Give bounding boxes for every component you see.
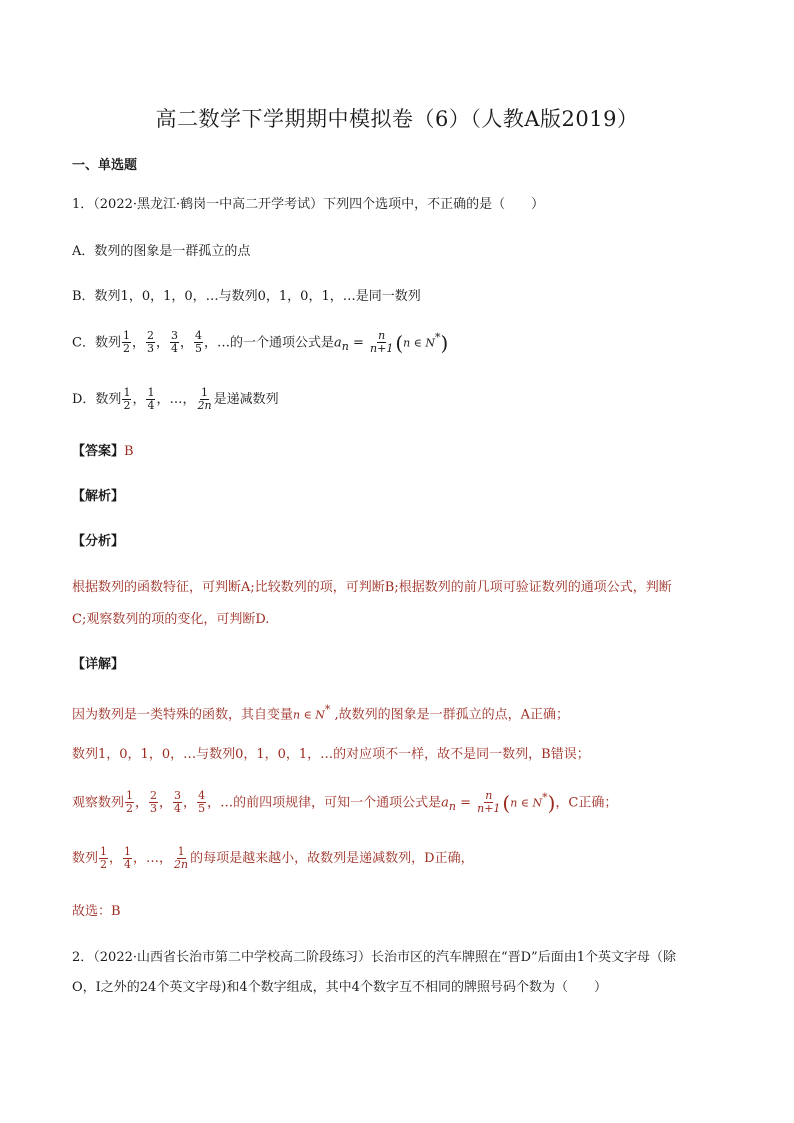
fraction-1-2 [122, 330, 131, 355]
frac-denominator: 4 [174, 802, 182, 816]
separator: ， [179, 335, 193, 351]
fraction-n-over-n-plus-1 [476, 790, 501, 815]
frac-denominator: 2 [100, 858, 108, 871]
section-heading: 一、单选题 [72, 158, 138, 173]
separator: ， [132, 392, 146, 407]
frac-numerator: 3 [170, 329, 178, 343]
detail-3-prefix: 观察数列 [72, 795, 125, 811]
question-1-option-c: C．数列 $\frac{1}{2}$ ， $\frac{2}{3}$ ， $\frac{3}{4}$ ， $\frac{4}{5}$ ，…的一个通项公式是$a_n$ = $\frac{n}{n+1}$ (n ∈ N*) [72, 329, 449, 356]
math-equals: = [455, 795, 476, 811]
detail-line-2: 数列1，0，1，0，…与数列0，1，0，1，…的对应项不一样，故不是同一数列，B错误； [72, 747, 590, 762]
math-a: a [334, 335, 342, 351]
option-d-mid: ，…， [156, 392, 196, 407]
frac-denominator: 2 [126, 802, 134, 816]
page-title: 高二数学下学期期中模拟卷（6）（人教A版2019） [155, 107, 639, 131]
answer-row [72, 444, 134, 460]
separator: ， [135, 795, 149, 811]
analysis-label: 【解析】 [72, 489, 125, 504]
question-1-stem: 1．（2022·黑龙江·鹤岗一中高二开学考试）下列四个选项中，不正确的是（ ） [72, 197, 545, 212]
frac-numerator: 3 [174, 789, 182, 803]
detail-4-mid: ，…， [133, 851, 173, 866]
frac-denominator: 3 [150, 802, 158, 816]
frac-numerator: 1 [147, 386, 155, 399]
answer-value: B [124, 444, 134, 459]
question-1-option-d [72, 387, 279, 412]
fraction-1-2 [125, 790, 134, 815]
frac-numerator: 1 [100, 845, 108, 858]
frac-denominator: 2 [122, 342, 130, 356]
fraction-3-4 [173, 790, 182, 815]
frac-numerator: 1 [177, 845, 185, 858]
frac-numerator: 1 [123, 386, 131, 399]
frac-denominator: 2n [174, 858, 189, 871]
frac-denominator: 3 [146, 342, 154, 356]
fraction-1-2 [122, 387, 131, 412]
detail-4-suffix: 的每项是越来越小，故数列是递减数列，D正确， [190, 851, 474, 866]
detail-line-3: 观察数列 $\frac{1}{2}$ ， $\frac{2}{3}$ ， $\frac{3}{4}$ ， $\frac{4}{5}$ ，…的前四项规律，可知一个通项公式是$a_n$ = $\frac{n}{n+1}$ (n ∈ N*)，C正确； [72, 789, 618, 816]
conclusion: 故选：B [72, 904, 121, 919]
detail-label: 【详解】 [72, 657, 125, 672]
detail-line-4 [72, 846, 474, 871]
separator: ， [109, 851, 123, 866]
math-subscript-n: n [448, 799, 456, 813]
fraction-n-over-n-plus-1 [369, 330, 394, 355]
frac-denominator: 5 [198, 802, 206, 816]
fraction-1-4 [123, 846, 132, 871]
math-domain: n ∈ N [403, 336, 436, 350]
option-c-prefix: C．数列 [72, 335, 121, 351]
detail-4-prefix: 数列 [72, 851, 99, 866]
frac-numerator: 1 [201, 386, 209, 399]
question-1-option-a: A．数列的图象是一群孤立的点 [72, 244, 251, 259]
detail-1-prefix: 因为数列是一类特殊的函数，其自变量 [72, 707, 294, 723]
fenxi-line-1: 根据数列的函数特征，可判断A;比较数列的项，可判断B;根据数列的前几项可验证数列的通项公式，判断 [72, 580, 672, 595]
question-2-line-1: 2．（2022·山西省长治市第二中学校高二阶段练习）长治市区的汽车牌照在“晋D”后面由1个英文字母（除 [72, 950, 676, 965]
option-c-mid: ，…的一个通项公式是 [204, 335, 335, 351]
frac-numerator: 4 [195, 329, 202, 343]
fraction-4-5 [194, 330, 203, 355]
frac-numerator: 4 [198, 789, 206, 803]
math-subscript-n: n [341, 339, 349, 353]
question-1-option-b: B．数列1，0，1，0，…与数列0，1，0，1，…是同一数列 [72, 289, 421, 304]
frac-numerator: 2 [150, 789, 158, 803]
question-2-line-2: O，I之外的24个英文字母)和4个数字组成，其中4个数字互不相同的牌照号码个数为（ ） [72, 980, 607, 995]
option-d-prefix: D．数列 [72, 392, 122, 407]
frac-numerator: 1 [126, 789, 134, 803]
frac-numerator: n [378, 329, 386, 343]
frac-denominator: 4 [170, 342, 178, 356]
frac-denominator: n+1 [370, 342, 394, 356]
detail-3-mid: ，…的前四项规律，可知一个通项公式是 [207, 795, 442, 811]
separator: ， [183, 795, 197, 811]
fraction-1-4 [146, 387, 155, 412]
frac-denominator: 2 [123, 399, 131, 412]
detail-line-1 [72, 702, 569, 723]
math-equals: = [348, 335, 369, 351]
math-domain: n ∈ N [510, 796, 543, 810]
separator: ， [155, 335, 169, 351]
frac-numerator: 1 [124, 845, 132, 858]
detail-3-suffix: ，C正确； [555, 795, 618, 811]
detail-1-suffix: ,故数列的图象是一群孤立的点，A正确； [330, 707, 570, 723]
frac-denominator: n+1 [477, 802, 501, 816]
fraction-2-3 [149, 790, 158, 815]
fraction-1-over-2n [196, 387, 212, 412]
fraction-2-3 [146, 330, 155, 355]
fraction-1-2 [99, 846, 108, 871]
math-n-in-n: n ∈ N [293, 708, 325, 722]
fenxi-line-2: C;观察数列的项的变化，可判断D. [72, 612, 270, 627]
option-d-suffix: 是递减数列 [213, 392, 279, 407]
frac-denominator: 2n [197, 399, 212, 412]
separator: ， [131, 335, 145, 351]
separator: ， [159, 795, 173, 811]
frac-denominator: 5 [195, 342, 202, 356]
frac-denominator: 4 [147, 399, 155, 412]
math-a: a [441, 795, 449, 811]
math-star: * [542, 791, 548, 804]
math-star: * [435, 331, 441, 344]
answer-label: 【答案】 [72, 444, 125, 459]
math-star: * [324, 703, 331, 716]
fraction-3-4 [170, 330, 179, 355]
frac-numerator: n [485, 789, 493, 803]
frac-denominator: 4 [124, 858, 132, 871]
fraction-4-5 [197, 790, 206, 815]
frac-numerator: 1 [122, 329, 130, 343]
frac-numerator: 2 [146, 329, 154, 343]
fenxi-label: 【分析】 [72, 534, 125, 549]
fraction-1-over-2n [173, 846, 189, 871]
